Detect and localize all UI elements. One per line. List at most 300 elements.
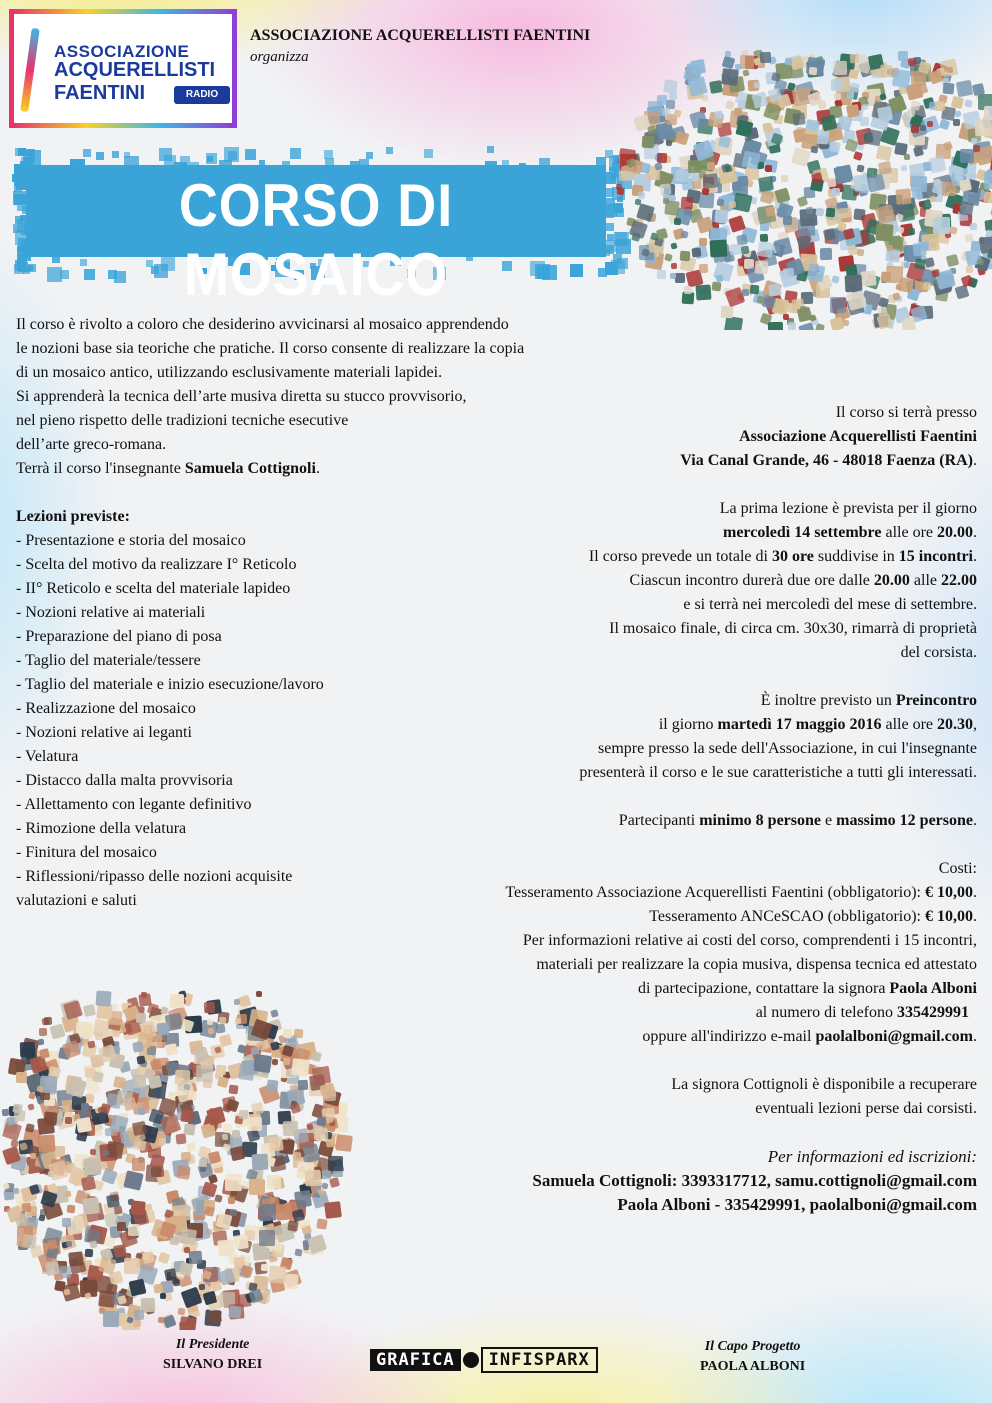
mosaic-tessera [831,275,840,284]
mosaic-tessera [829,141,841,153]
cost-line: Tesseramento ANCeSCAO (obbligatorio): € 10,00. [649,908,977,925]
mosaic-tessera [329,1177,340,1188]
mosaic-tessera [243,1225,259,1241]
mosaic-tessera [903,261,910,268]
mosaic-tessera [64,1117,71,1124]
mosaic-tessera [272,1058,279,1065]
mosaic-tessera [830,296,846,312]
mosaic-tessera [670,273,676,279]
mosaic-tessera [860,270,876,286]
link-icon [463,1352,479,1368]
mosaic-tessera [983,191,992,203]
mosaic-tessera [758,176,774,192]
mosaic-tessera [235,1018,241,1024]
preincontro-line: È inoltre previsto un Preincontro [760,692,977,709]
mosaic-tessera [160,1293,166,1299]
preincontro-line: presenterà il corso e le sue caratteristiche a tutti gli interessati. [579,764,977,781]
mosaic-tessera [43,1111,57,1125]
banner-tile [424,149,433,158]
mosaic-tessera [984,171,992,189]
mosaic-tessera [335,1134,353,1152]
mosaic-tessera [317,1188,324,1195]
mosaic-tessera [81,1176,96,1191]
mosaic-tessera [183,1123,195,1135]
mosaic-tessera [737,175,748,186]
banner-tile [539,158,550,169]
mosaic-tessera [721,306,734,319]
teacher-name: Samuela Cottignoli [184,460,316,477]
cost-line: di partecipazione, contattare la signora Paola Alboni [637,980,977,997]
mosaic-tessera [130,1200,146,1216]
banner-tile [164,155,176,167]
banner-tile [13,224,22,233]
mosaic-tessera [979,236,992,254]
mosaic-tessera [184,1084,191,1091]
mosaic-tessera [22,1202,32,1212]
mosaic-tessera [956,80,973,97]
mosaic-tessera [670,242,677,249]
mosaic-tessera [151,1167,161,1177]
mosaic-tessera [657,153,668,164]
lesson-item: - Presentazione e storia del mosaico [16,532,246,549]
mosaic-tessera [133,1310,144,1321]
mosaic-tessera [673,109,682,118]
mosaic-tessera [230,1208,238,1216]
mosaic-tessera [157,1316,164,1323]
mosaic-tessera [132,1158,145,1171]
mosaic-tessera [157,1251,170,1264]
mosaic-tessera [291,1058,310,1077]
mosaic-tessera [219,1034,232,1047]
mosaic-tessera [896,189,912,205]
mosaic-tessera [781,175,788,182]
costs-block [505,857,977,1049]
mosaic-tessera [961,183,968,190]
mosaic-tessera [256,991,262,997]
mosaic-tessera [875,224,893,242]
mosaic-tessera [180,1109,193,1122]
mosaic-tessera [784,57,792,65]
mosaic-tessera [849,82,860,93]
lesson-item: - Preparazione del piano di posa [16,628,222,645]
mosaic-tessera [975,119,992,137]
mosaic-tessera [734,107,743,116]
banner-tile [228,151,237,160]
schedule-line: Il mosaico finale, di circa cm. 30x30, rimarrà di proprietà [609,620,977,637]
mosaic-tessera [186,1142,196,1152]
mosaic-tessera [298,1080,309,1091]
mosaic-tessera [153,1284,163,1294]
intro-line: nel pieno rispetto delle tradizioni tecniche esecutive [16,412,349,429]
cost-line: Tesseramento Associazione Acquerellisti Faentini (obbligatorio): € 10,00. [505,884,977,901]
president-signature [163,1335,262,1375]
page-title: CORSO DI MOSAICO [178,172,454,308]
lesson-item: - Nozioni relative ai leganti [16,724,192,741]
mosaic-tessera [128,1278,146,1296]
mosaic-tessera [656,228,668,240]
mosaic-tessera [886,245,892,251]
mosaic-tessera [862,104,869,111]
lesson-item: valutazioni e saluti [16,892,137,909]
mosaic-tessera [29,1152,36,1159]
mosaic-tessera [204,1002,215,1013]
intro-line: dell’arte greco-romana. [16,436,167,453]
mosaic-tessera [229,1146,245,1162]
schedule-line: La prima lezione è prevista per il giorno [719,500,977,517]
mosaic-tessera [811,146,819,154]
mosaic-tessera [37,1134,55,1152]
mosaic-tessera [745,134,752,141]
mosaic-tessera [39,1028,47,1036]
banner-tile [96,152,104,160]
lessons-section [16,505,436,913]
mosaic-tessera [314,1128,328,1142]
mosaic-tessera [938,119,949,130]
mosaic-tessera [684,286,692,294]
mosaic-tessera [106,1194,120,1208]
schedule-line: e si terrà nei mercoledì del mese di settembre. [683,596,977,613]
mosaic-tessera [16,1072,27,1083]
mosaic-tessera [783,216,792,225]
mosaic-tessera [911,125,919,133]
venue-name: Associazione Acquerellisti Faentini [739,428,977,445]
mosaic-tessera [942,182,956,196]
mosaic-tessera [216,1295,222,1301]
mosaic-tessera [806,264,825,283]
mosaic-tessera [267,1080,279,1092]
mosaic-tessera [248,1117,262,1131]
mosaic-tessera [943,83,955,95]
mosaic-tessera [657,270,666,279]
mosaic-tessera [83,1157,101,1175]
intro-line: Il corso è rivolto a coloro che desiderino avvicinarsi al mosaico apprendendo [16,316,509,333]
mosaic-tessera [768,322,783,330]
mosaic-tessera [267,1174,281,1188]
lesson-item: - Scelta del motivo da realizzare I° Reticolo [16,556,297,573]
mosaic-tessera [177,1307,185,1315]
mosaic-tessera [703,173,719,189]
recover-line: La signora Cottignoli è disponibile a recuperare [671,1076,977,1093]
mosaic-tessera [671,262,678,269]
mosaic-tessera [268,1136,284,1152]
banner-tile [290,148,301,159]
banner-tile [245,149,256,160]
title-banner [12,145,620,308]
mosaic-tessera [740,246,749,255]
banner-tile [18,254,27,263]
organizer-name: ASSOCIAZIONE ACQUERELLISTI FAENTINI [250,27,591,44]
mosaic-tessera [783,314,789,320]
mosaic-tessera [283,1058,290,1065]
mosaic-tessera [131,1120,146,1135]
mosaic-tessera [834,92,842,100]
teacher-line: Terrà il corso l'insegnante Samuela Cottignoli. [16,460,320,477]
recover-line: eventuali lezioni perse dai corsisti. [755,1100,977,1117]
banner-tile [324,150,333,159]
president-role: Il Presidente [175,1337,250,1352]
mosaic-tessera [327,1156,342,1171]
mosaic-tessera [238,1064,255,1081]
mosaic-tessera [666,139,673,146]
mosaic-tessera [674,131,689,146]
mosaic-tessera [208,1150,221,1163]
mosaic-tessera [782,267,794,279]
mosaic-tessera [742,69,749,76]
mosaic-tessera [760,52,771,63]
preincontro-line: il giorno martedì 17 maggio 2016 alle ore 20.30, [658,716,977,733]
preincontro-block [579,689,977,785]
mosaic-image-bottom [0,990,390,1330]
mosaic-tessera [225,1174,242,1191]
mosaic-tessera [179,1262,193,1276]
mosaic-tessera [292,1152,301,1161]
mosaic-tessera [38,1038,45,1045]
mosaic-tessera [85,1068,96,1079]
banner-tile [27,265,33,271]
intro-line: Si apprenderà la tecnica dell’arte musiva diretta su stucco provvisorio, [16,388,467,405]
banner-tile [502,160,509,167]
mosaic-tessera [261,1264,269,1272]
logo-line-3: FAENTINI [54,82,146,104]
mosaic-tessera [132,1075,146,1089]
mosaic-tessera [788,322,796,330]
mosaic-tessera [836,207,853,224]
mosaic-tessera [891,69,910,88]
mosaic-tessera [222,1143,231,1152]
mosaic-tessera [123,1170,143,1190]
mosaic-tessera [207,1019,214,1026]
mosaic-tessera [239,1110,248,1119]
mosaic-tessera [711,282,721,292]
mosaic-tessera [714,210,728,224]
mosaic-tessera [954,284,969,299]
mosaic-tessera [695,284,711,300]
mosaic-tessera [159,1138,166,1145]
lesson-item: - Velatura [16,748,79,765]
mosaic-tessera [880,64,893,77]
mosaic-tessera [792,113,806,127]
mosaic-tessera [111,1003,118,1010]
schedule-line: mercoledì 14 settembre alle ore 20.00. [723,524,977,541]
mosaic-tessera [888,94,907,113]
mosaic-tessera [850,54,860,64]
mosaic-tessera [249,1179,265,1195]
mosaic-tessera [675,169,688,182]
mosaic-tessera [196,1065,214,1083]
mosaic-tessera [199,1159,207,1167]
mosaic-tessera [709,239,727,257]
mosaic-tessera [833,61,847,75]
mosaic-tessera [94,1032,102,1040]
mosaic-tessera [157,1023,170,1036]
mosaic-tessera [117,1222,126,1231]
mosaic-tessera [665,253,674,262]
mosaic-tessera [165,1044,178,1057]
mosaic-tessera [904,154,910,160]
banner-tile [15,148,23,156]
mosaic-tessera [251,1154,268,1171]
mosaic-tessera [808,66,817,75]
mosaic-tessera [892,292,901,301]
grafica-text: GRAFICA [370,1349,461,1371]
venue-block: Il corso si terrà presso Associazione Acquerellisti Faentini Via Canal Grande, 46 - 48018 Faenza (RA). [680,401,977,473]
banner-tile [259,160,265,166]
lesson-item: - Riflessioni/ripasso delle nozioni acquisite [16,868,293,885]
mosaic-tessera [832,188,840,196]
mosaic-tessera [88,1040,96,1048]
mosaic-tessera [173,1278,180,1285]
mosaic-tessera [253,1054,272,1073]
mosaic-tessera [138,1107,145,1114]
mosaic-tessera [113,1076,126,1089]
mosaic-tessera [215,1023,225,1033]
mosaic-tessera [65,1190,72,1197]
mosaic-tessera [699,238,707,246]
mosaic-tessera [865,129,883,147]
mosaic-tessera [902,318,917,330]
mosaic-tessera [800,306,807,313]
mosaic-tessera [724,164,733,173]
mosaic-tessera [707,162,715,170]
mosaic-tessera [970,223,977,230]
mosaic-tessera [294,1248,302,1256]
mosaic-tessera [176,1134,187,1145]
organizer-subtitle: organizza [250,49,309,65]
mosaic-tessera [38,1214,45,1221]
lesson-item: - Distacco dalla malta provvisoria [16,772,233,789]
mosaic-tessera [935,101,945,111]
mosaic-tessera [116,1090,133,1107]
mosaic-tessera [680,197,693,210]
logo-line-1: ASSOCIAZIONE [54,42,190,61]
contact-paola: Paola Alboni - 335429991, paolalboni@gmail.com [617,1195,977,1214]
mosaic-tessera [234,999,240,1005]
schedule-line: Il corso prevede un totale di 30 ore suddivise in 15 incontri. [588,548,977,565]
mosaic-tessera [765,165,772,172]
mosaic-tessera [44,1261,60,1277]
mosaic-tessera [901,165,908,172]
banner-tile [112,151,119,158]
mosaic-tessera [766,206,776,216]
mosaic-tessera [946,253,959,266]
banner-tile [359,159,369,169]
mosaic-tessera [65,1241,71,1247]
mosaic-tessera [76,1117,92,1133]
mosaic-tessera [226,1098,240,1112]
mosaic-tessera [739,55,753,69]
logo-line-2: ACQUERELLISTI [54,59,216,81]
lesson-item: - Taglio del materiale e inizio esecuzione/lavoro [16,676,324,693]
mosaic-tessera [750,285,760,295]
venue-address: Via Canal Grande, 46 - 48018 Faenza (RA) [680,452,973,469]
president-name: SILVANO DREI [163,1357,263,1372]
banner-tile [24,157,34,167]
venue-line: Il corso si terrà presso [835,404,977,421]
mosaic-tessera [908,57,917,66]
lessons-heading: Lezioni previste: [16,508,130,525]
mosaic-tessera [90,1148,96,1154]
mosaic-tessera [675,273,685,283]
banner-tile [22,206,30,214]
mosaic-tessera [970,138,977,145]
brush-icon [20,28,40,112]
mosaic-tessera [228,1084,238,1094]
mosaic-tessera [170,994,184,1008]
mosaic-tessera [843,320,850,327]
banner-tile [282,161,290,169]
project-leader-signature [700,1337,805,1377]
banner-tile [83,149,91,157]
grafica-infisparx-logo [370,1348,598,1372]
mosaic-tessera [939,59,958,78]
mosaic-tessera [80,1103,88,1111]
mosaic-tessera [691,248,701,258]
banner-tile [16,176,28,188]
mosaic-tessera [128,1223,140,1235]
mosaic-tessera [725,50,732,57]
banner-tile [24,220,38,234]
mosaic-tessera [179,1316,197,1330]
lesson-item: - Taglio del materiale/tessere [16,652,201,669]
mosaic-tessera [965,234,974,243]
mosaic-tessera [654,162,662,170]
mosaic-tessera [102,1311,118,1327]
mosaic-tessera [679,251,690,262]
lesson-item: - Allettamento con legante definitivo [16,796,252,813]
mosaic-tessera [188,1251,202,1265]
mosaic-tessera [642,136,655,149]
mosaic-tessera [136,1055,145,1064]
mosaic-tessera [915,81,929,95]
mosaic-tessera [699,263,709,273]
mosaic-tessera [303,1219,310,1226]
mosaic-tessera [217,1239,234,1256]
mosaic-tessera [845,274,863,292]
lesson-item: - Finitura del mosaico [16,844,157,861]
mosaic-tessera [217,1075,229,1087]
mosaic-tessera [908,227,915,234]
mosaic-tessera [324,1201,342,1219]
mosaic-tessera [831,79,843,91]
mosaic-tessera [964,100,972,108]
schedule-line: Ciascun incontro durerà due ore dalle 20.00 alle 22.00 [629,572,977,589]
banner-tile [180,156,190,166]
association-logo [9,9,237,128]
mosaic-tessera [664,200,679,215]
mosaic-tessera [968,194,978,204]
cost-line: materiali per realizzare la copia musiva, dispensa tecnica ed attestato [536,956,977,973]
mosaic-tessera [43,1016,51,1024]
mosaic-tessera [922,281,932,291]
mosaic-tessera [866,173,885,192]
mosaic-tessera [757,241,774,258]
contact-samuela: Samuela Cottignoli: 3393317712, samu.cottignoli@gmail.com [532,1171,977,1190]
lesson-item: - Rimozione della velatura [16,820,187,837]
mosaic-tessera [2,1109,10,1117]
mosaic-tessera [668,91,677,100]
contacts-block [532,1145,977,1217]
intro-line: le nozioni base sia teoriche che pratiche. Il corso consente di realizzare la copia [16,340,525,357]
mosaic-tessera [47,1239,58,1250]
mosaic-tessera [316,1218,327,1229]
mosaic-tessera [140,991,146,997]
banner-tile [124,156,139,171]
mosaic-tessera [763,122,773,132]
mosaic-tessera [924,257,935,268]
mosaic-tessera [906,108,915,117]
mosaic-tessera [716,199,724,207]
contacts-heading: Per informazioni ed iscrizioni: [767,1147,977,1166]
